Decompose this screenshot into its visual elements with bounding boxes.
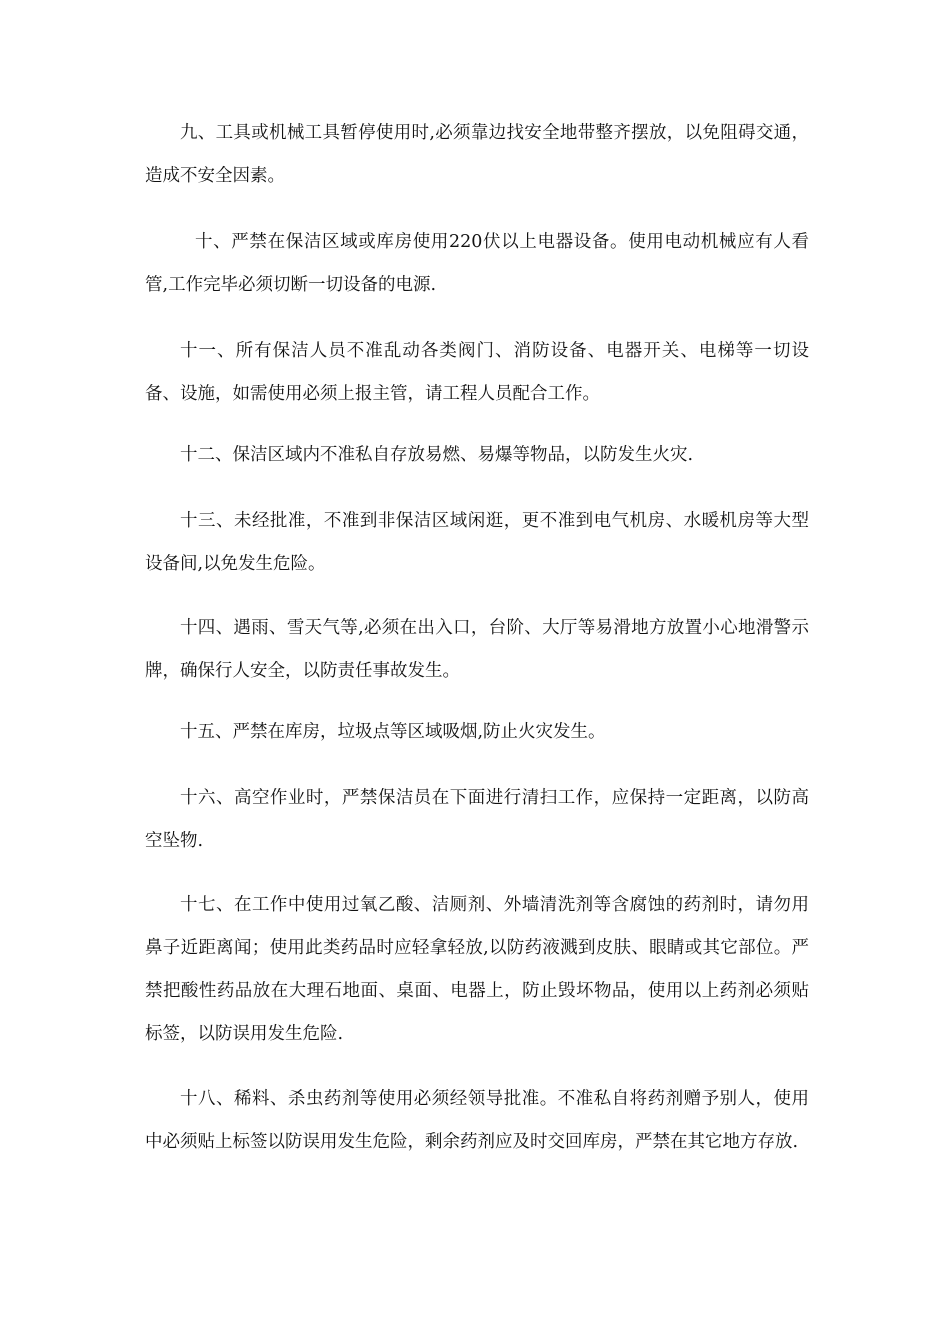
paragraph-item-16: 十六、高空作业时，严禁保洁员在下面进行清扫工作，应保持一定距离，以防高空坠物. <box>145 788 809 851</box>
paragraph-item-12: 十二、保洁区域内不准私自存放易燃、易爆等物品，以防发生火灾. <box>180 445 694 465</box>
paragraph-item-18: 十八、稀料、杀虫药剂等使用必须经领导批准。不准私自将药剂赠予别人，使用中必须贴上标签以防误用发生危险，剩余药剂应及时交回库房，严禁在其它地方存放. <box>145 1089 809 1152</box>
paragraph-item-14: 十四、遇雨、雪天气等,必须在出入口，台阶、大厅等易滑地方放置小心地滑警示牌，确保行人安全，以防责任事故发生。 <box>145 618 809 681</box>
paragraph-item-17: 十七、在工作中使用过氧乙酸、洁厕剂、外墙清洗剂等含腐蚀的药剂时，请勿用鼻子近距离闻；使用此类药品时应轻拿轻放,以防药液溅到皮肤、眼睛或其它部位。严禁把酸性药品放在大理石地面、桌面、电器上，防止毁坏物品，使用以上药剂必须贴标签，以防误用发生危险. <box>145 895 809 1044</box>
paragraph-item-15: 十五、严禁在库房，垃圾点等区域吸烟,防止火灾发生。 <box>180 722 606 742</box>
paragraph-item-13: 十三、未经批准，不准到非保洁区域闲逛，更不准到电气机房、水暖机房等大型设备间,以免发生危险。 <box>145 511 809 574</box>
paragraph-item-9: 九、工具或机械工具暂停使用时,必须靠边找安全地带整齐摆放，以免阻碍交通，造成不安全因素。 <box>145 123 809 186</box>
paragraph-item-11: 十一、所有保洁人员不准乱动各类阀门、消防设备、电器开关、电梯等一切设备、设施，如需使用必须上报主管，请工程人员配合工作。 <box>145 341 809 404</box>
paragraph-item-10: 十、严禁在保洁区域或库房使用220伏以上电器设备。使用电动机械应有人看管,工作完毕必须切断一切设备的电源. <box>145 232 809 295</box>
